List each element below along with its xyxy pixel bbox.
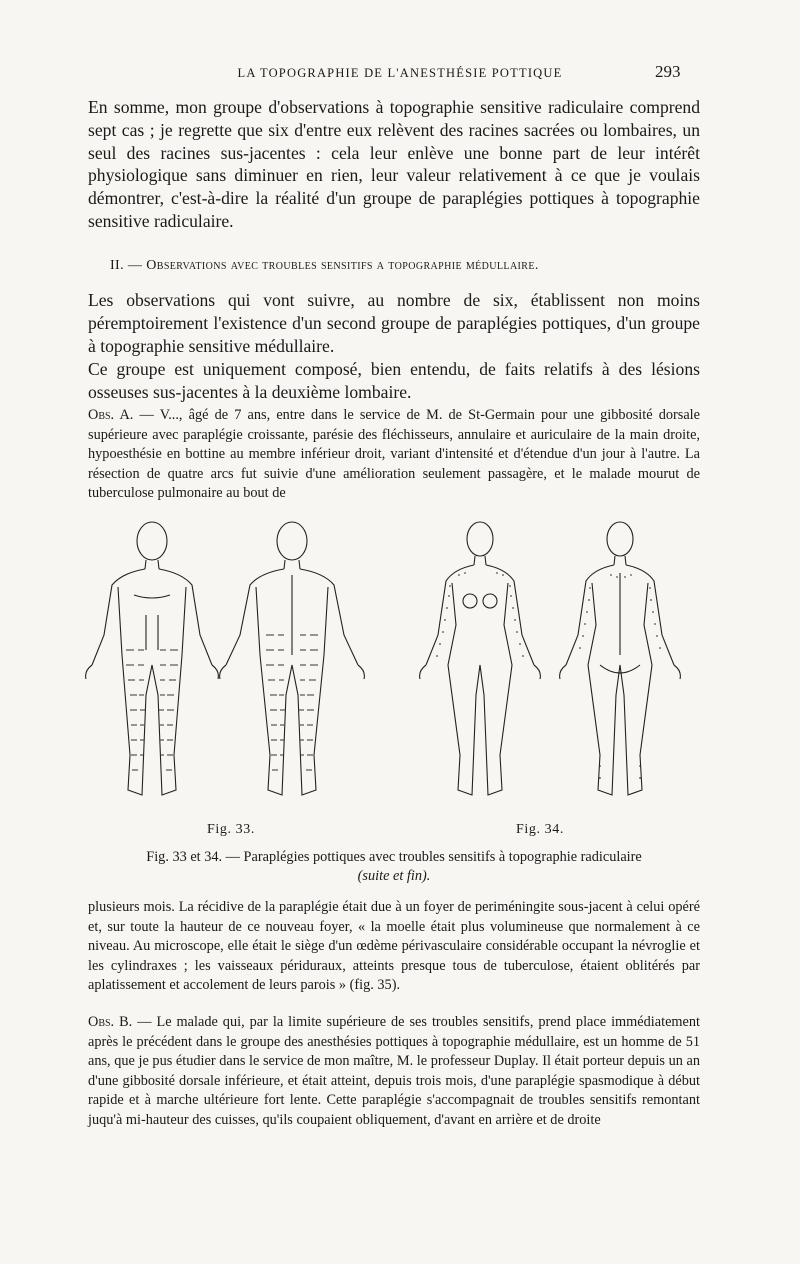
paragraph-observation-a-continued-text: plusieurs mois. La récidive de la paraplégie était due à un foyer de periméningite sous-jacent à celui opéré et, sur toute la hauteur de ce nouveau foyer, « la moelle était plus volumineuse que normalement à ce niveau. Au microscope, elle était le siège d'un œdème périvasculaire considérable occupant la névroglie et les cylindraxes ; les vaisseaux périduraux, atteints presque tous de tuberculose, étaient oblitérés par aplatissement et accolement de leurs parois » (fig. 35). — [88, 899, 700, 993]
section-number: II. — — [110, 258, 143, 273]
figure-caption-main: Fig. 33 et 34. — Paraplégies pottiques avec troubles sensitifs à topographie radiculaire — [146, 849, 642, 865]
female-back-figure — [560, 522, 681, 795]
figure-caption — [86, 848, 702, 886]
male-back-figure — [220, 522, 365, 795]
observation-b-label: Obs. B. — [88, 1014, 133, 1030]
section-title: Observations avec troubles sensitifs a topographie médullaire. — [146, 258, 539, 273]
page-number: 293 — [655, 62, 681, 81]
observation-a — [88, 406, 700, 504]
observation-a-label: Obs. A. — [88, 407, 134, 423]
running-title: LA TOPOGRAPHIE DE L'ANESTHÉSIE POTTIQUE — [237, 66, 563, 80]
paragraph-intro — [88, 289, 700, 357]
paragraph-group-text: Ce groupe est uniquement composé, bien entendu, de faits relatifs à des lésions osseuses sus-jacentes à la deuxième lombaire. — [88, 359, 700, 402]
male-front-figure — [86, 522, 219, 795]
observation-b — [88, 1013, 700, 1130]
male-back-hatching — [266, 635, 318, 770]
figure-caption-sub: (suite et fin). — [357, 868, 431, 884]
figure-body-charts — [80, 515, 710, 820]
observation-b-text: — Le malade qui, par la limite supérieure de ses troubles sensitifs, prend place immédiatement après le précédent dans le groupe des anesthésies pottiques à topographie médullaire, est un homme de 51 ans, que je pus étudier dans le service de mon maître, M. le professeur Duplay. Il était porteur depuis un an d'une gibbosité dorsale inférieure, et était atteint, depuis trois mois, d'une paraplégie spasmodique à début rapide et à marche ultérieure fort lente. Cette paraplégie s'accompagnait de troubles sensitifs remontant juqu'à mi-hauteur des cuisses, qu'ils coupaient obliquement, d'avant en arrière et de droite — [88, 1014, 700, 1128]
paragraph-intro-text: Les observations qui vont suivre, au nombre de six, établissent non moins péremptoirement l'existence d'un second groupe de paraplégies pottiques, d'un groupe à topographie sensitive médullaire. — [88, 290, 700, 356]
female-front-figure — [420, 522, 541, 795]
paragraph-conclusion-text: En somme, mon groupe d'observations à topographie sensitive radiculaire comprend sept cas ; je regrette que six d'entre eux relèvent des racines sacrées ou lombaires, un seul des racines sus-jacentes : cela leur enlève une bonne part de leur intérêt physiologique sans diminuer en rien, leur valeur relativement à ce que je voulais démontrer, c'est-à-dire la réalité d'un groupe de paraplégies pottiques à topographie sensitive radiculaire. — [88, 97, 700, 231]
body-charts-illustration — [80, 515, 710, 820]
paragraph-observation-a-continued — [88, 898, 700, 996]
figure-33-label: Fig. 33. — [207, 822, 255, 837]
paragraph-group — [88, 358, 700, 404]
figure-34-label: Fig. 34. — [516, 822, 564, 837]
observation-a-text: — V..., âgé de 7 ans, entre dans le service de M. de St-Germain pour une gibbosité dorsale supérieure avec paraplégie croissante, parésie des fléchisseurs, annulaire et auriculaire de la main droite, hypoesthésie en bottine au membre inférieur droit, variant d'intensité et d'étendue d'un jour à l'autre. La résection de quatre arcs fut suivie d'une amélioration seulement passagère, et le malade mourut de tuberculose pulmonaire au bout de — [88, 407, 700, 501]
female-front-dotted-boundary — [437, 573, 523, 657]
male-front-hatching — [126, 650, 178, 770]
paragraph-conclusion — [88, 96, 700, 233]
section-heading — [110, 258, 700, 274]
